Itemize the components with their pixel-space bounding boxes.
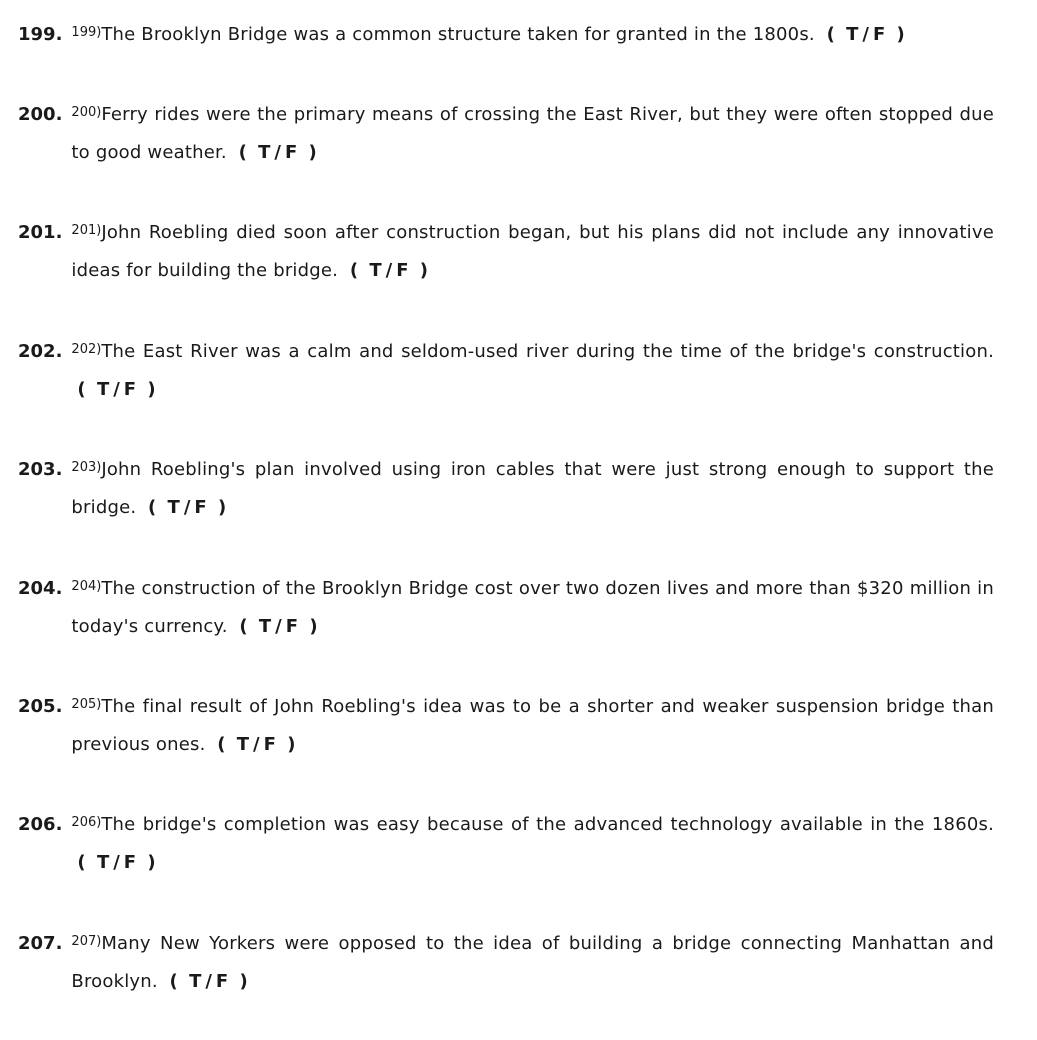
true-false-choice xyxy=(77,852,156,873)
tf-close: ) xyxy=(239,971,249,992)
true-option[interactable]: T xyxy=(167,497,181,518)
tf-close: ) xyxy=(147,379,157,400)
true-option[interactable]: T xyxy=(369,260,383,281)
true-option[interactable]: T xyxy=(189,971,203,992)
true-option[interactable]: T xyxy=(846,24,860,45)
false-option[interactable]: F xyxy=(215,971,230,992)
question-number: 204. xyxy=(18,578,63,599)
true-false-choice xyxy=(217,734,296,755)
tf-separator: / xyxy=(253,734,261,755)
question-text: John Roebling died soon after construction began, but his plans did not include any innovative ideas for building the bridge. xyxy=(71,222,994,281)
true-option[interactable]: T xyxy=(236,734,251,755)
true-false-choice xyxy=(170,971,249,992)
false-option[interactable]: F xyxy=(396,260,410,281)
true-option[interactable]: T xyxy=(258,142,272,163)
true-false-choice xyxy=(239,142,318,163)
tf-close: ) xyxy=(147,852,157,873)
question-201 xyxy=(18,214,994,290)
tf-separator: / xyxy=(205,971,213,992)
tf-separator: / xyxy=(862,24,870,45)
question-marker: 203) xyxy=(71,460,102,475)
question-text: The bridge's completion was easy because of the advanced technology available in the 1860s. xyxy=(101,814,994,835)
true-false-choice xyxy=(239,616,318,637)
question-number: 203. xyxy=(18,459,63,480)
true-option[interactable]: T xyxy=(96,852,111,873)
question-marker: 200) xyxy=(71,105,102,120)
question-marker: 205) xyxy=(71,697,102,712)
tf-close: ) xyxy=(308,142,318,163)
question-body xyxy=(71,96,994,172)
tf-close: ) xyxy=(309,616,319,637)
question-text: Ferry rides were the primary means of crossing the East River, but they were often stopped due to good weather. xyxy=(71,104,994,163)
true-false-choice xyxy=(148,497,227,518)
question-body xyxy=(71,570,994,646)
tf-open: ( xyxy=(239,616,249,637)
tf-open: ( xyxy=(169,971,179,992)
question-marker: 204) xyxy=(71,579,102,594)
false-option[interactable]: F xyxy=(263,734,277,755)
question-number: 199. xyxy=(18,24,63,45)
tf-open: ( xyxy=(148,497,158,518)
question-text: The East River was a calm and seldom-used river during the time of the bridge's construction. xyxy=(101,341,994,362)
tf-open: ( xyxy=(217,734,227,755)
tf-open: ( xyxy=(238,142,248,163)
question-body xyxy=(71,16,994,54)
tf-separator: / xyxy=(275,616,283,637)
false-option[interactable]: F xyxy=(285,616,300,637)
question-text: The final result of John Roebling's idea was to be a shorter and weaker suspension bridge than previous ones. xyxy=(71,696,994,755)
question-202 xyxy=(18,333,994,409)
question-200 xyxy=(18,96,994,172)
true-false-choice xyxy=(77,379,156,400)
tf-separator: / xyxy=(113,379,121,400)
tf-close: ) xyxy=(419,260,430,281)
question-204 xyxy=(18,570,994,646)
tf-separator: / xyxy=(385,260,394,281)
question-body xyxy=(71,806,994,882)
question-number: 205. xyxy=(18,696,63,717)
false-option[interactable]: F xyxy=(284,142,299,163)
false-option[interactable]: F xyxy=(194,497,208,518)
true-option[interactable]: T xyxy=(258,616,273,637)
false-option[interactable]: F xyxy=(123,379,138,400)
question-number: 201. xyxy=(18,222,63,243)
false-option[interactable]: F xyxy=(872,24,887,45)
question-206 xyxy=(18,806,994,882)
question-body xyxy=(71,333,994,409)
question-203 xyxy=(18,451,994,527)
question-207 xyxy=(18,925,994,1001)
question-body xyxy=(71,451,994,527)
question-205 xyxy=(18,688,994,764)
tf-open: ( xyxy=(349,260,360,281)
question-marker: 202) xyxy=(71,342,102,357)
question-body xyxy=(71,688,994,764)
question-text: The Brooklyn Bridge was a common structure taken for granted in the 1800s. xyxy=(101,24,815,45)
tf-open: ( xyxy=(77,852,87,873)
question-marker: 207) xyxy=(71,934,102,949)
question-number: 202. xyxy=(18,341,63,362)
question-text: Many New Yorkers were opposed to the idea of building a bridge connecting Manhattan and Brooklyn. xyxy=(71,933,994,992)
tf-close: ) xyxy=(287,734,297,755)
question-marker: 206) xyxy=(71,815,102,830)
question-marker: 199) xyxy=(71,25,102,40)
question-body xyxy=(71,214,994,290)
question-number: 206. xyxy=(18,814,63,835)
tf-separator: / xyxy=(113,852,121,873)
tf-open: ( xyxy=(826,24,836,45)
question-marker: 201) xyxy=(71,223,102,238)
true-option[interactable]: T xyxy=(96,379,111,400)
true-false-choice xyxy=(350,260,429,281)
question-number: 207. xyxy=(18,933,63,954)
false-option[interactable]: F xyxy=(123,852,138,873)
tf-close: ) xyxy=(896,24,906,45)
question-number: 200. xyxy=(18,104,63,125)
tf-separator: / xyxy=(183,497,192,518)
question-text: John Roebling's plan involved using iron cables that were just strong enough to support the bridge. xyxy=(71,459,994,518)
true-false-choice xyxy=(827,24,906,45)
question-body xyxy=(71,925,994,1001)
tf-separator: / xyxy=(274,142,282,163)
question-199 xyxy=(18,16,994,54)
tf-close: ) xyxy=(217,497,228,518)
tf-open: ( xyxy=(77,379,87,400)
question-text: The construction of the Brooklyn Bridge cost over two dozen lives and more than $320 million in today's currency. xyxy=(71,578,994,637)
